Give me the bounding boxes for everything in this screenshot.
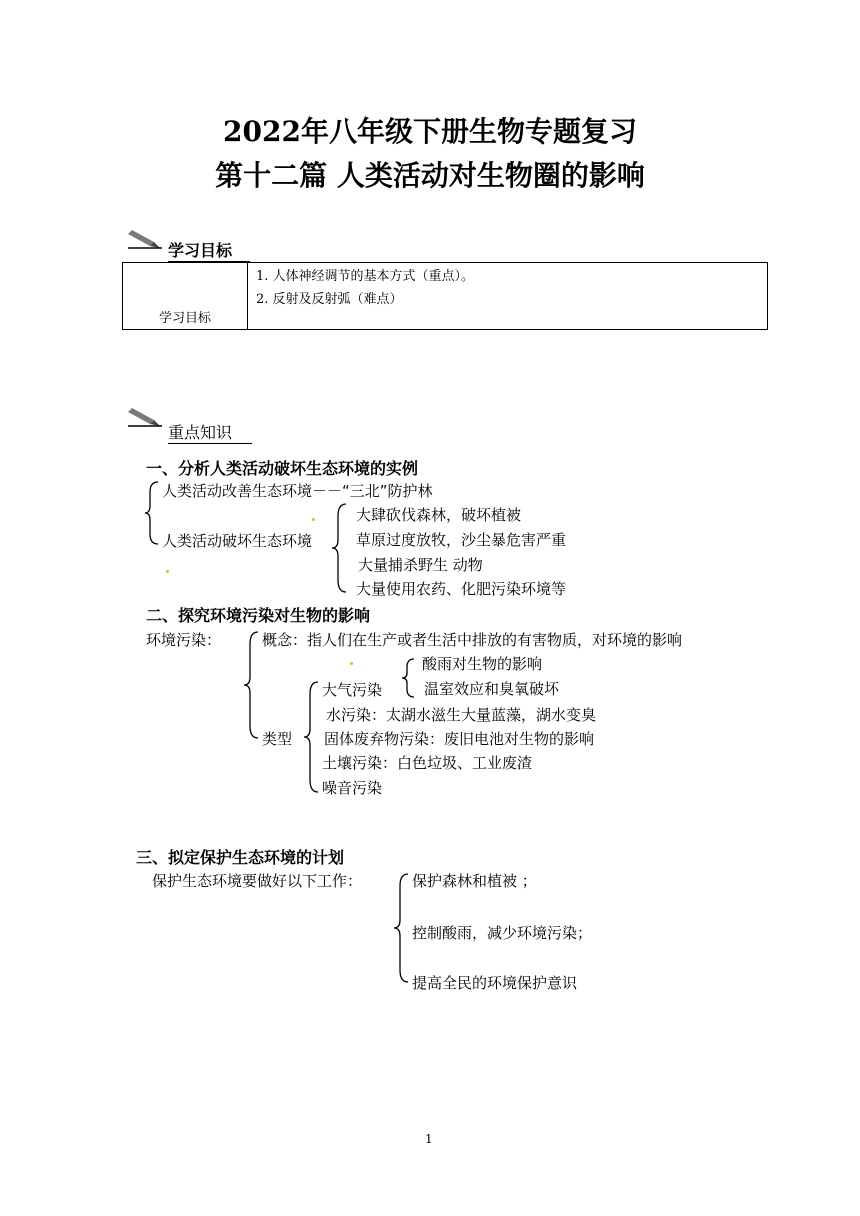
section1-heading: 一、分析人类活动破坏生态环境的实例	[146, 459, 419, 478]
brace-icon	[392, 872, 410, 984]
air-pollution-label: 大气污染	[322, 681, 383, 699]
scan-dot	[166, 570, 169, 573]
pollution-type: 固体废弃物污染：废旧电池对生物的影响	[324, 730, 595, 748]
goals-header: 学习目标	[168, 238, 250, 262]
document-title-line1: 2022年八年级下册生物专题复习	[223, 115, 637, 148]
section3-lead: 保护生态环境要做好以下工作：	[152, 872, 363, 890]
brace-icon	[400, 657, 416, 699]
goals-table	[122, 262, 768, 330]
document-title-line2: 第十二篇 人类活动对生物圈的影响	[215, 159, 645, 192]
pollution-type: 噪音污染	[322, 779, 383, 797]
brace-icon	[144, 480, 160, 546]
destroy-item: 草原过度放牧，沙尘暴危害严重	[356, 531, 567, 549]
pencil-icon	[128, 404, 162, 432]
air-item: 酸雨对生物的影响	[422, 655, 543, 673]
air-item: 温室效应和臭氧破坏	[424, 680, 560, 698]
goals-row-label: 学习目标	[123, 263, 248, 330]
section2-type-label: 类型	[262, 730, 293, 748]
destroy-item: 大肆砍伐森林，破坏植被	[356, 506, 522, 524]
pollution-type: 水污染：太湖水滋生大量蓝藻，湖水变臭	[326, 706, 597, 724]
destroy-item: 大量捕杀野生 动物	[358, 556, 483, 574]
section1-improve: 人类活动改善生态环境－－“三北”防护林	[162, 482, 433, 500]
pollution-type: 土壤污染：白色垃圾、工业废渣	[322, 754, 533, 772]
section2-root-label: 环境污染：	[146, 631, 222, 649]
brace-icon	[242, 630, 260, 740]
protection-item: 提高全民的环境保护意识	[412, 974, 578, 992]
page-number: 1	[425, 1132, 433, 1146]
destroy-item: 大量使用农药、化肥污染环境等	[356, 580, 567, 598]
goals-items	[248, 263, 768, 330]
section1-destroy-label: 人类活动破坏生态环境	[162, 532, 313, 550]
scan-dot	[312, 518, 315, 521]
protection-item: 控制酸雨，减少环境污染；	[412, 924, 593, 942]
goal-item: 2. 反射及反射弧（难点）	[256, 292, 403, 307]
brace-icon	[330, 502, 348, 594]
knowledge-header: 重点知识	[168, 420, 252, 444]
section3-heading: 三、拟定保护生态环境的计划	[136, 848, 345, 867]
goal-item: 1. 人体神经调节的基本方式（重点）。	[256, 269, 475, 284]
brace-icon	[302, 680, 320, 794]
section2-heading: 二、探究环境污染对生物的影响	[146, 606, 371, 625]
section2-concept: 概念：指人们在生产或者生活中排放的有害物质，对环境的影响	[262, 631, 683, 649]
pencil-icon	[128, 226, 162, 254]
scan-dot	[350, 662, 353, 665]
protection-item: 保护森林和植被 ；	[412, 872, 537, 890]
